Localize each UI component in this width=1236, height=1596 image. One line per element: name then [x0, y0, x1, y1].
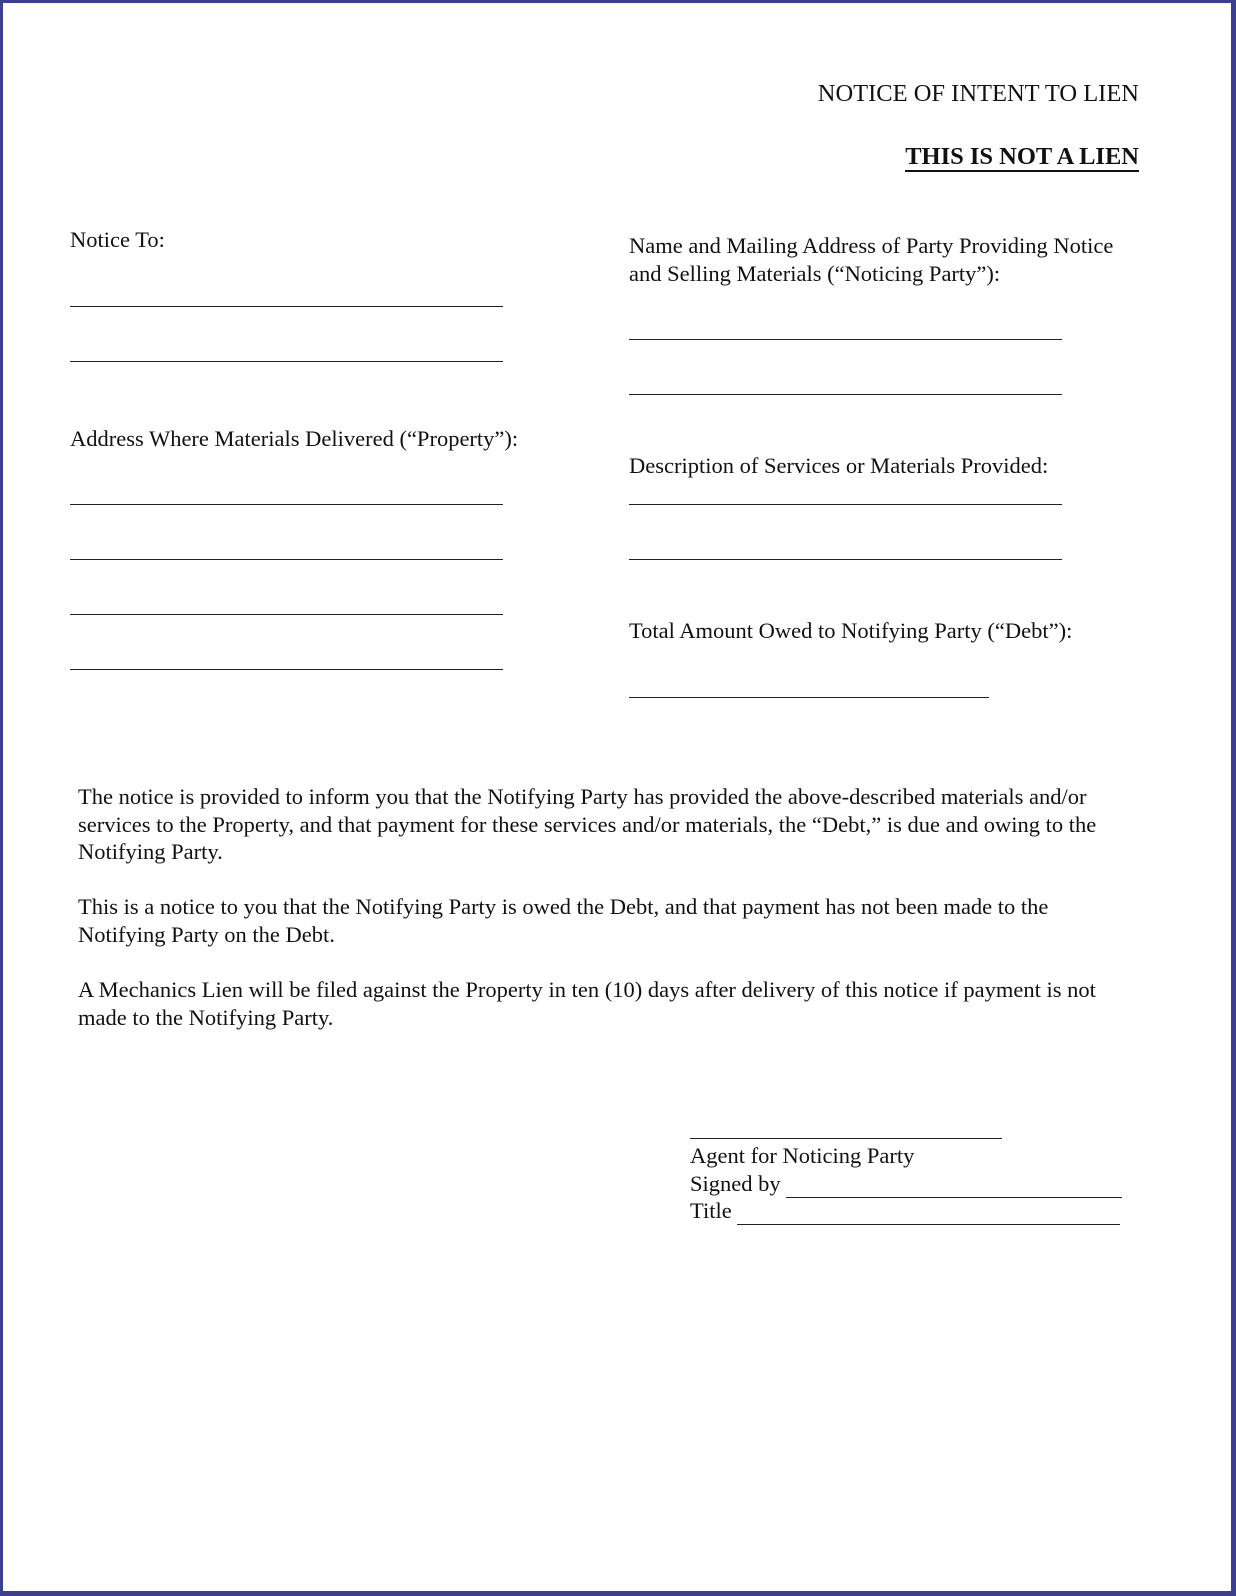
- property-line-4[interactable]: [70, 669, 503, 670]
- body-paragraph-2: This is a notice to you that the Notifying Party is owed the Debt, and that payment has not been made to the Notifying Party on the Debt.: [78, 894, 1049, 947]
- title-row: [690, 1197, 1120, 1225]
- noticing-party-line-2[interactable]: [629, 394, 1062, 395]
- property-label: Address Where Materials Delivered (“Property”):: [70, 426, 519, 451]
- property-line-3[interactable]: [70, 614, 503, 615]
- notice-to-line-1[interactable]: [70, 306, 503, 307]
- document-title: NOTICE OF INTENT TO LIEN: [817, 80, 1139, 107]
- property-line-2[interactable]: [70, 559, 503, 560]
- subtitle-text: THIS IS NOT A LIEN: [905, 143, 1139, 170]
- description-label: Description of Services or Materials Provided:: [629, 453, 1049, 478]
- notice-to-line-2[interactable]: [70, 361, 503, 362]
- title-field-label: Title: [690, 1198, 732, 1223]
- description-line-1[interactable]: [629, 504, 1062, 505]
- debt-label: Total Amount Owed to Notifying Party (“Debt”):: [629, 618, 1073, 643]
- notice-to-label: Notice To:: [70, 227, 165, 252]
- agent-label: Agent for Noticing Party: [690, 1143, 915, 1168]
- noticing-party-label-line1: Name and Mailing Address of Party Providing Notice: [629, 233, 1114, 258]
- title-line[interactable]: [737, 1197, 1120, 1225]
- signed-by-line[interactable]: [786, 1170, 1122, 1198]
- body-paragraph-1: The notice is provided to inform you that the Notifying Party has provided the above-described materials and/or services to the Property, and that payment for these services and/or materials, the “Debt,” is due and owing to the Notifying Party.: [78, 784, 1097, 864]
- property-line-1[interactable]: [70, 504, 503, 505]
- description-line-2[interactable]: [629, 559, 1062, 560]
- signed-by-label: Signed by: [690, 1171, 781, 1196]
- signed-by-row: [690, 1170, 1122, 1198]
- document-subtitle: [600, 143, 1139, 170]
- noticing-party-label-line2: and Selling Materials (“Noticing Party”):: [629, 261, 1001, 286]
- noticing-party-line-1[interactable]: [629, 339, 1062, 340]
- body-paragraph-3: A Mechanics Lien will be filed against the Property in ten (10) days after delivery of this notice if payment is not made to the Notifying Party.: [78, 977, 1096, 1030]
- agent-signature-line[interactable]: [690, 1138, 1002, 1139]
- debt-line[interactable]: [629, 697, 989, 698]
